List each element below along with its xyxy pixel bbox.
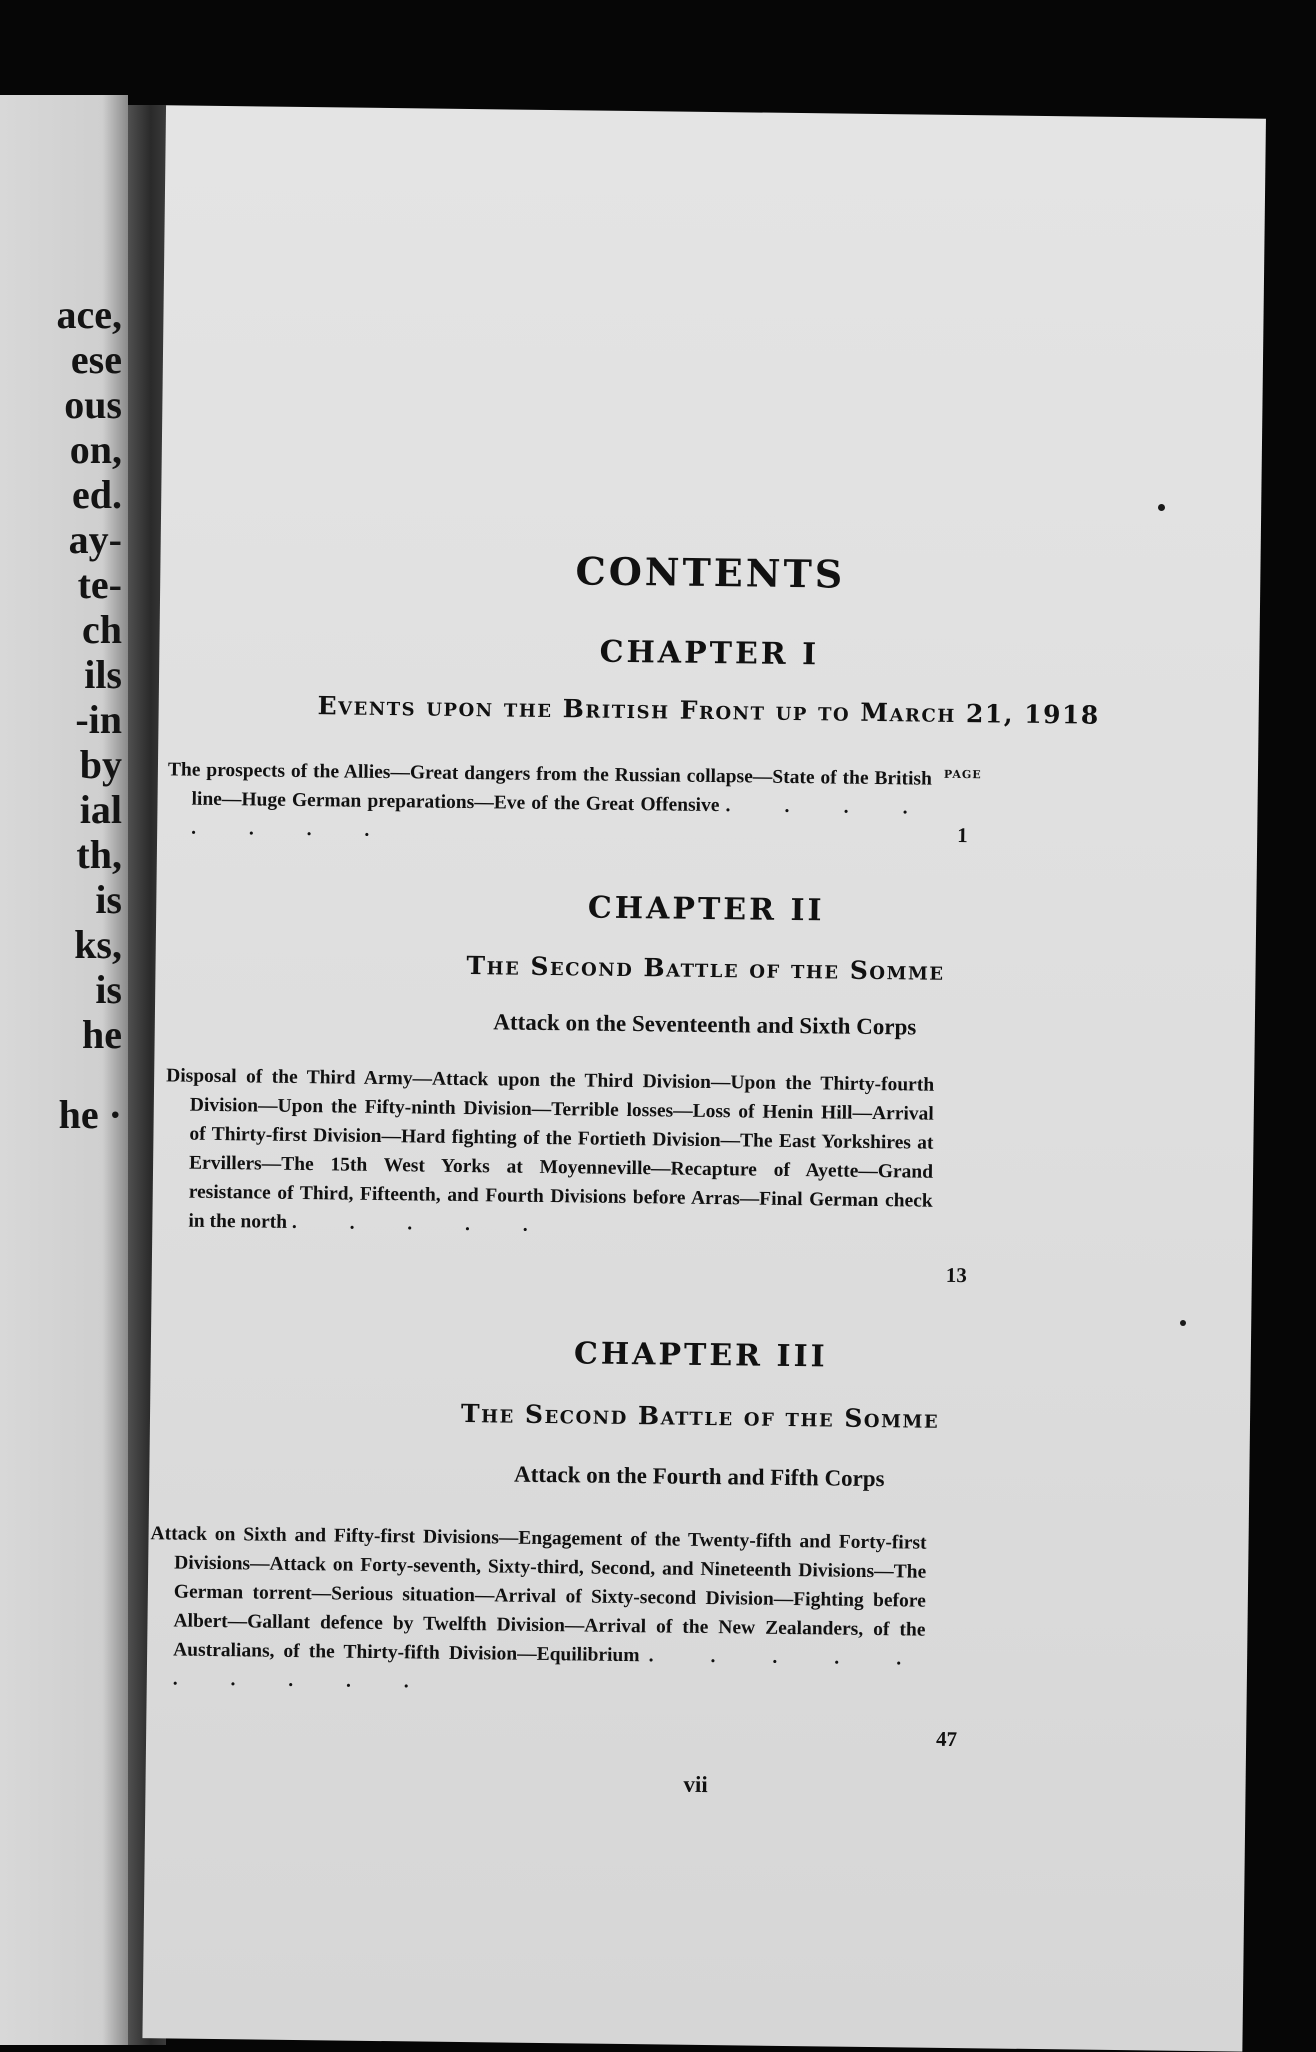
ink-speck bbox=[1180, 1320, 1186, 1326]
facing-page-text: ace, bbox=[56, 292, 122, 337]
chapter-2-page-number: 13 bbox=[945, 1262, 967, 1288]
facing-page-text: ch bbox=[82, 607, 122, 652]
facing-page-text: he · bbox=[58, 1092, 122, 1137]
facing-page-text: he bbox=[82, 1012, 122, 1057]
facing-page-fragment bbox=[0, 95, 128, 2045]
dot-leader: . . . . . . . . . . bbox=[172, 1645, 926, 1693]
dot-leader: . . . . . . . . bbox=[191, 795, 932, 842]
facing-page-text: ial bbox=[79, 787, 122, 832]
facing-page-text: ous bbox=[64, 382, 122, 427]
chapter-3-heading: CHAPTER III bbox=[573, 1336, 828, 1375]
facing-page-text: ese bbox=[70, 337, 122, 382]
contents-heading: CONTENTS bbox=[575, 548, 846, 597]
chapter-3-page-number: 47 bbox=[935, 1726, 958, 1752]
facing-page-text: on, bbox=[69, 427, 122, 472]
chapter-1-summary: The prospects of the Allies—Great dangers from the Russian collapse—State of the British line—Huge German preparations—Eve of the Great Offensive . . . . . . . . bbox=[167, 759, 932, 842]
page-column-label: PAGE bbox=[943, 767, 982, 782]
chapter-2-title: The Second Battle of the Somme bbox=[466, 951, 945, 986]
facing-page-text: th, bbox=[76, 832, 122, 877]
facing-page-text: by bbox=[79, 742, 122, 787]
facing-page-text: is bbox=[95, 877, 122, 922]
chapter-1-page-number: 1 bbox=[957, 823, 968, 848]
facing-page-text: ils bbox=[84, 652, 122, 697]
facing-page-text: te- bbox=[77, 562, 122, 607]
chapter-1-heading: CHAPTER I bbox=[599, 634, 820, 673]
facing-page-text: ks, bbox=[74, 922, 122, 967]
contents-page bbox=[142, 105, 1266, 2051]
chapter-1-title: Events upon the British Front up to March 21, 1918 bbox=[317, 691, 1100, 730]
chapter-3-subtitle: Attack on the Fourth and Fifth Corps bbox=[513, 1461, 885, 1492]
chapter-2-summary: Disposal of the Third Army—Attack upon the Third Division—Upon the Thirty-fourth Division—Upon the Fifty-ninth Division—Terrible losses—Loss of Henin Hill—Arrival of Thirty-first Division—Hard fighting of the Fortieth Division—The East Yorkshires at Ervillers—The 15th West Yorks at Moyenneville—Recapture of Ayette—Grand resistance of Third, Fifteenth, and Fourth Divisions before Arras—Final German check in the north . . . . . bbox=[166, 1065, 935, 1237]
chapter-2-subtitle: Attack on the Seventeenth and Sixth Corps bbox=[493, 1009, 917, 1040]
dot-leader: . . . . . bbox=[291, 1211, 552, 1237]
chapter-3-summary: Attack on Sixth and Fifty-first Divisions—Engagement of the Twenty-fifth and Forty-first Divisions—Attack on Forty-seventh, Sixty-third, Second, and Nineteenth Divisions—The German torrent—Serious situation—Arrival of Sixty-second Division—Fighting before Albert—Gallant defence by Twelfth Division—Arrival of the New Zealanders, of the Australians, of the Thirty-fifth Division—Equilibrium . . . . . . . . . . bbox=[150, 1523, 927, 1693]
facing-page-text: ed. bbox=[72, 472, 122, 517]
ink-speck bbox=[1158, 504, 1165, 511]
chapter-3-title: The Second Battle of the Somme bbox=[460, 1398, 940, 1434]
page-folio: vii bbox=[683, 1771, 708, 1798]
facing-page-text: ay- bbox=[68, 517, 122, 562]
facing-page-text: -in bbox=[75, 697, 122, 742]
facing-page-text: is bbox=[95, 967, 122, 1012]
chapter-2-heading: CHAPTER II bbox=[587, 890, 825, 929]
